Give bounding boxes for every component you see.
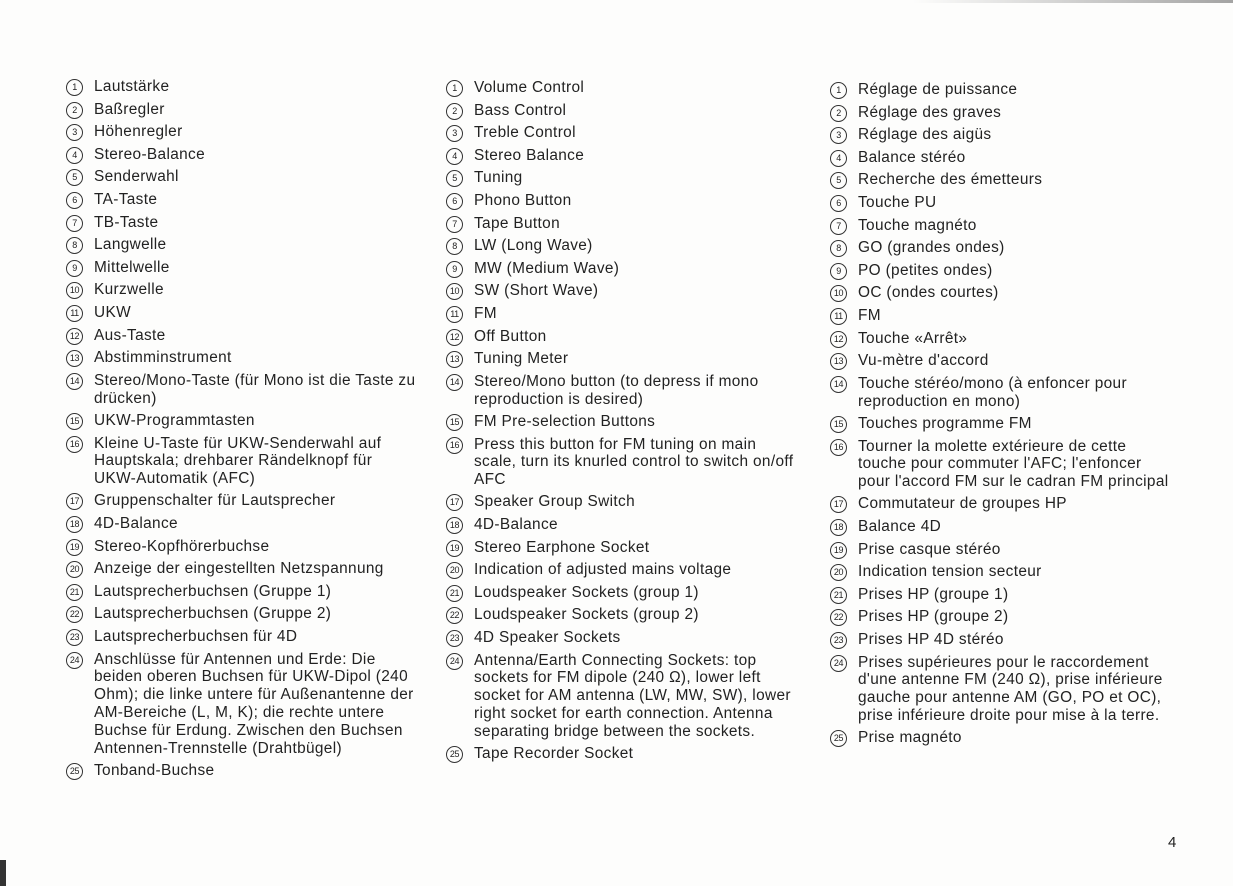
legend-item: [66, 515, 416, 533]
item-description: GO (grandes ondes): [858, 239, 1005, 257]
item-description: Antenna/Earth Connecting Sockets: top sockets for FM dipole (240 Ω), lower left socket for AM antenna (LW, MW, SW), lower right socket for earth connection. Antenna separating bridge between the sockets.: [474, 651, 791, 740]
item-number-badge: 13: [446, 351, 463, 368]
legend-item: [830, 375, 1175, 411]
item-description: LW (Long Wave): [474, 237, 593, 255]
legend-item: [830, 563, 1175, 581]
legend-item: [830, 729, 1175, 747]
item-description: Indication of adjusted mains voltage: [474, 561, 732, 579]
legend-item: [66, 605, 416, 623]
item-description: Recherche des émetteurs: [858, 171, 1043, 189]
legend-item: [66, 259, 416, 277]
item-description: TB-Taste: [94, 213, 159, 231]
item-number-badge: 5: [446, 170, 463, 187]
item-number-badge: 23: [66, 629, 83, 646]
legend-item: [66, 372, 416, 408]
item-number-badge: 19: [830, 542, 847, 559]
item-description: SW (Short Wave): [474, 282, 599, 300]
item-description: OC (ondes courtes): [858, 284, 999, 302]
legend-item: [66, 168, 416, 186]
item-number-badge: 16: [446, 437, 463, 454]
item-description: Balance 4D: [858, 518, 942, 536]
item-number-badge: 7: [830, 218, 847, 235]
legend-item: [446, 328, 801, 346]
legend-item: [830, 330, 1175, 348]
legend-item: [830, 171, 1175, 189]
item-number-badge: 14: [830, 376, 847, 393]
legend-item: [446, 652, 801, 741]
legend-item: [66, 78, 416, 96]
item-number-badge: 19: [446, 540, 463, 557]
item-number-badge: 10: [830, 285, 847, 302]
legend-item: [66, 583, 416, 601]
item-number-badge: 20: [446, 562, 463, 579]
item-description: FM: [858, 306, 881, 324]
item-description: Commutateur de groupes HP: [858, 495, 1067, 513]
item-number-badge: 21: [830, 587, 847, 604]
legend-item: [446, 745, 801, 763]
item-number-badge: 22: [830, 609, 847, 626]
item-number-badge: 24: [830, 655, 847, 672]
legend-item: [830, 495, 1175, 513]
item-description: Prises supérieures pour le raccordement d'une antenne FM (240 Ω), prise inférieure gauche pour antenne AM (GO, PO et OC), prise inférieure droite pour mise à la terre.: [858, 653, 1163, 725]
legend-item: [830, 541, 1175, 559]
legend-item: [446, 606, 801, 624]
item-number-badge: 22: [446, 607, 463, 624]
scan-edge-shadow: [913, 0, 1233, 3]
item-description: Tuning Meter: [474, 350, 569, 368]
item-number-badge: 13: [66, 350, 83, 367]
item-description: Stereo/Mono button (to depress if mono reproduction is desired): [474, 372, 759, 408]
legend-item: [446, 192, 801, 210]
item-description: Stereo-Kopfhörerbuchse: [94, 537, 270, 555]
item-description: Prise casque stéréo: [858, 540, 1001, 558]
legend-item: [446, 436, 801, 489]
legend-item: [830, 81, 1175, 99]
item-description: Lautstärke: [94, 78, 170, 95]
item-description: PO (petites ondes): [858, 261, 993, 279]
item-description: Touche «Arrêt»: [858, 329, 968, 347]
item-number-badge: 20: [830, 564, 847, 581]
item-number-badge: 8: [446, 238, 463, 255]
item-number-badge: 9: [446, 261, 463, 278]
legend-item: [830, 518, 1175, 536]
item-number-badge: 17: [66, 493, 83, 510]
item-number-badge: 1: [66, 79, 83, 96]
german-legend-column: [66, 78, 416, 785]
item-number-badge: 20: [66, 561, 83, 578]
legend-item: [446, 124, 801, 142]
item-description: Indication tension secteur: [858, 563, 1042, 581]
item-number-badge: 19: [66, 539, 83, 556]
legend-item: [66, 123, 416, 141]
item-description: Vu-mètre d'accord: [858, 352, 989, 370]
item-number-badge: 4: [66, 147, 83, 164]
legend-item: [446, 373, 801, 409]
item-description: Prise magnéto: [858, 729, 962, 747]
legend-item: [66, 214, 416, 232]
item-description: Anzeige der eingestellten Netzspannung: [94, 560, 384, 578]
legend-item: [446, 169, 801, 187]
legend-item: [446, 350, 801, 368]
legend-item: [66, 236, 416, 254]
item-description: Volume Control: [474, 79, 585, 96]
item-description: Senderwahl: [94, 168, 179, 186]
legend-item: [830, 307, 1175, 325]
item-number-badge: 25: [830, 730, 847, 747]
legend-item: [830, 262, 1175, 280]
item-number-badge: 18: [830, 519, 847, 536]
item-description: Phono Button: [474, 191, 572, 209]
item-number-badge: 10: [446, 283, 463, 300]
item-description: Baßregler: [94, 100, 165, 118]
legend-item: [830, 586, 1175, 604]
legend-item: [830, 631, 1175, 649]
item-number-badge: 21: [446, 585, 463, 602]
item-description: Lautsprecherbuchsen (Gruppe 1): [94, 582, 332, 600]
item-number-badge: 3: [66, 124, 83, 141]
item-number-badge: 23: [446, 630, 463, 647]
legend-item: [66, 412, 416, 430]
item-number-badge: 6: [830, 195, 847, 212]
item-description: Abstimminstrument: [94, 349, 232, 367]
item-number-badge: 11: [66, 305, 83, 322]
legend-item: [830, 239, 1175, 257]
item-number-badge: 8: [830, 240, 847, 257]
item-description: Tonband-Buchse: [94, 762, 215, 780]
item-description: TA-Taste: [94, 190, 158, 208]
item-number-badge: 12: [66, 328, 83, 345]
legend-item: [66, 327, 416, 345]
legend-item: [830, 352, 1175, 370]
item-description: Mittelwelle: [94, 258, 170, 276]
item-number-badge: 14: [446, 374, 463, 391]
item-number-badge: 1: [830, 82, 847, 99]
legend-item: [66, 281, 416, 299]
item-description: Loudspeaker Sockets (group 2): [474, 606, 699, 624]
item-number-badge: 14: [66, 373, 83, 390]
item-description: Tape Recorder Socket: [474, 745, 634, 763]
item-description: Prises HP 4D stéréo: [858, 631, 1004, 649]
legend-item: [830, 217, 1175, 235]
item-number-badge: 7: [446, 216, 463, 233]
legend-item: [830, 104, 1175, 122]
legend-item: [830, 415, 1175, 433]
item-number-badge: 5: [830, 172, 847, 189]
item-number-badge: 8: [66, 237, 83, 254]
item-description: Lautsprecherbuchsen für 4D: [94, 628, 298, 646]
item-description: Stereo/Mono-Taste (für Mono ist die Taste zu drücken): [94, 371, 416, 407]
item-description: Loudspeaker Sockets (group 1): [474, 583, 699, 601]
item-number-badge: 24: [66, 652, 83, 669]
item-number-badge: 7: [66, 215, 83, 232]
item-number-badge: 16: [66, 436, 83, 453]
item-number-badge: 13: [830, 353, 847, 370]
item-description: Touche PU: [858, 193, 937, 211]
item-description: Réglage de puissance: [858, 81, 1018, 98]
item-number-badge: 17: [446, 494, 463, 511]
item-description: Stereo Balance: [474, 146, 585, 164]
item-number-badge: 15: [66, 413, 83, 430]
item-number-badge: 25: [446, 746, 463, 763]
legend-item: [830, 654, 1175, 725]
legend-item: [66, 435, 416, 488]
item-description: Kleine U-Taste für UKW-Senderwahl auf Hauptskala; drehbarer Rändelknopf für UKW-Automatik (AFC): [94, 434, 382, 488]
legend-item: [830, 126, 1175, 144]
item-description: Stereo Earphone Socket: [474, 538, 650, 556]
item-description: Balance stéréo: [858, 148, 966, 166]
item-number-badge: 4: [830, 150, 847, 167]
item-description: Press this button for FM tuning on main scale, turn its knurled control to switch on/off AFC: [474, 435, 794, 489]
legend-item: [446, 282, 801, 300]
legend-item: [830, 149, 1175, 167]
item-number-badge: 4: [446, 148, 463, 165]
legend-item: [446, 413, 801, 431]
item-number-badge: 12: [446, 329, 463, 346]
item-description: Langwelle: [94, 236, 167, 254]
item-description: FM Pre-selection Buttons: [474, 412, 656, 430]
item-description: Bass Control: [474, 101, 567, 119]
item-description: Touche magnéto: [858, 216, 977, 234]
item-description: 4D Speaker Sockets: [474, 629, 621, 647]
item-description: Réglage des aigüs: [858, 126, 992, 144]
item-description: Touche stéréo/mono (à enfoncer pour reproduction en mono): [858, 374, 1127, 410]
item-number-badge: 11: [446, 306, 463, 323]
item-number-badge: 9: [66, 260, 83, 277]
item-description: 4D-Balance: [94, 515, 178, 533]
item-description: Réglage des graves: [858, 103, 1002, 121]
legend-item: [830, 438, 1175, 491]
item-number-badge: 18: [66, 516, 83, 533]
legend-item: [446, 260, 801, 278]
item-description: Speaker Group Switch: [474, 493, 635, 511]
item-description: Prises HP (groupe 1): [858, 585, 1009, 603]
item-number-badge: 18: [446, 517, 463, 534]
french-legend-column: [830, 81, 1175, 752]
item-description: UKW-Programmtasten: [94, 411, 255, 429]
legend-item: [66, 492, 416, 510]
item-description: Kurzwelle: [94, 281, 164, 299]
item-description: Anschlüsse für Antennen und Erde: Die beiden oberen Buchsen für UKW-Dipol (240 Ohm); die linke untere für Außenantenne der AM-Bereiche (L, M, K); die rechte untere Buchse für Erdung. Zwischen den Buchsen Antennen-Trennstelle (Drahtbügel): [94, 650, 414, 757]
item-description: Off Button: [474, 327, 547, 345]
item-number-badge: 3: [830, 127, 847, 144]
legend-item: [446, 584, 801, 602]
item-number-badge: 22: [66, 606, 83, 623]
page-number: 4: [1168, 834, 1177, 851]
item-description: Touches programme FM: [858, 414, 1032, 432]
legend-item: [66, 146, 416, 164]
item-number-badge: 21: [66, 584, 83, 601]
item-number-badge: 12: [830, 331, 847, 348]
legend-item: [830, 608, 1175, 626]
legend-item: [66, 538, 416, 556]
item-description: UKW: [94, 303, 131, 321]
legend-item: [66, 191, 416, 209]
legend-item: [446, 493, 801, 511]
item-description: Tuning: [474, 169, 523, 187]
legend-item: [66, 101, 416, 119]
legend-item: [446, 102, 801, 120]
item-description: Lautsprecherbuchsen (Gruppe 2): [94, 605, 332, 623]
legend-item: [66, 628, 416, 646]
item-number-badge: 15: [446, 414, 463, 431]
item-number-badge: 23: [830, 632, 847, 649]
item-number-badge: 3: [446, 125, 463, 142]
legend-item: [446, 79, 801, 97]
legend-item: [66, 651, 416, 758]
legend-item: [446, 147, 801, 165]
legend-item: [66, 349, 416, 367]
item-number-badge: 17: [830, 496, 847, 513]
legend-item: [446, 215, 801, 233]
legend-item: [66, 304, 416, 322]
item-number-badge: 2: [446, 103, 463, 120]
item-number-badge: 2: [66, 102, 83, 119]
item-number-badge: 10: [66, 282, 83, 299]
legend-item: [446, 237, 801, 255]
item-number-badge: 25: [66, 763, 83, 780]
scan-corner-mark: [0, 860, 6, 886]
item-number-badge: 6: [66, 192, 83, 209]
english-legend-column: [446, 79, 801, 768]
item-description: Gruppenschalter für Lautsprecher: [94, 492, 336, 510]
item-number-badge: 15: [830, 416, 847, 433]
legend-item: [830, 194, 1175, 212]
item-description: FM: [474, 304, 497, 322]
item-number-badge: 16: [830, 439, 847, 456]
legend-item: [446, 539, 801, 557]
item-description: Tape Button: [474, 214, 560, 232]
item-number-badge: 5: [66, 169, 83, 186]
legend-item: [830, 284, 1175, 302]
item-description: Treble Control: [474, 124, 576, 142]
item-description: 4D-Balance: [474, 516, 558, 534]
item-description: Tourner la molette extérieure de cette touche pour commuter l'AFC; l'enfoncer pour l'accord FM sur le cadran FM principal: [858, 437, 1169, 491]
item-number-badge: 11: [830, 308, 847, 325]
legend-item: [446, 561, 801, 579]
legend-item: [446, 516, 801, 534]
legend-item: [66, 762, 416, 780]
item-description: Prises HP (groupe 2): [858, 608, 1009, 626]
item-number-badge: 2: [830, 105, 847, 122]
item-number-badge: 9: [830, 263, 847, 280]
item-number-badge: 6: [446, 193, 463, 210]
item-description: Aus-Taste: [94, 326, 166, 344]
legend-item: [446, 305, 801, 323]
item-description: Höhenregler: [94, 123, 183, 141]
legend-item: [66, 560, 416, 578]
item-number-badge: 24: [446, 653, 463, 670]
legend-item: [446, 629, 801, 647]
item-number-badge: 1: [446, 80, 463, 97]
item-description: MW (Medium Wave): [474, 259, 620, 277]
item-description: Stereo-Balance: [94, 145, 205, 163]
